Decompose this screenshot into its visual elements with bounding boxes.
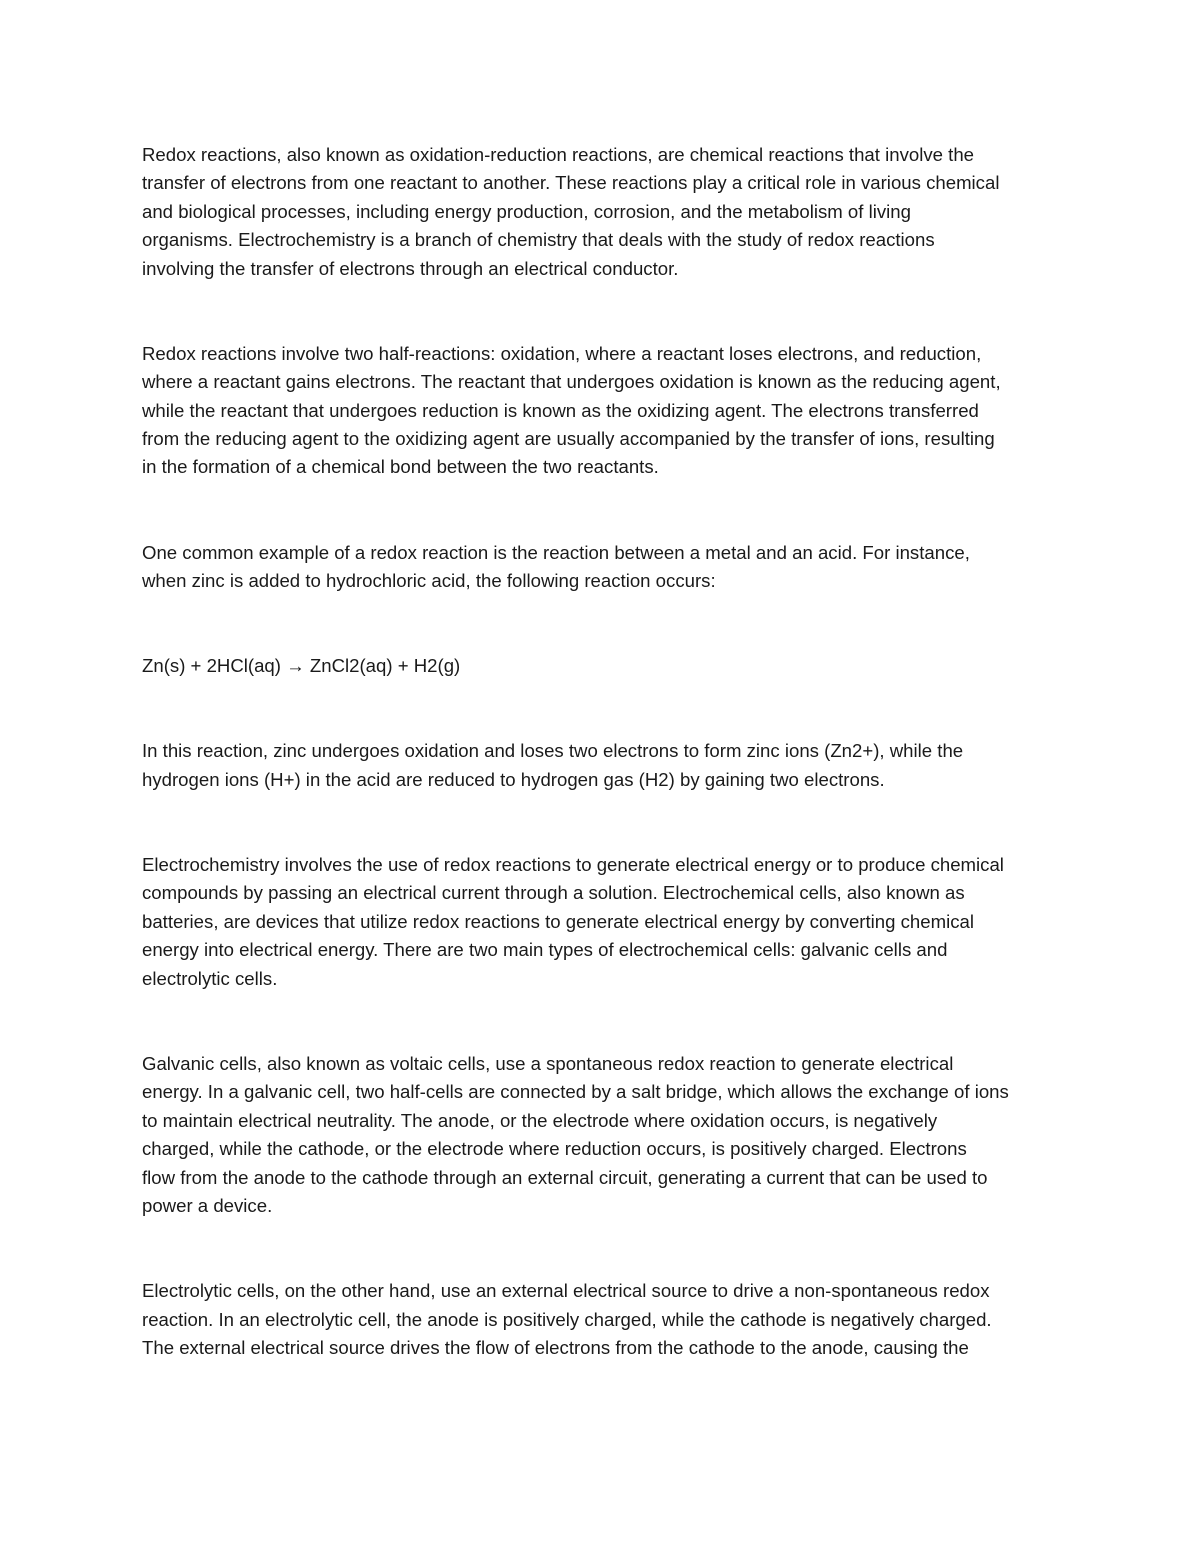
paragraph-electrochemistry: Electrochemistry involves the use of redox reactions to generate electrical energy or to produce chemical compounds by passing an electrical current through a solution. Electrochemical cells, also known as batteries, are devices that utilize redox reactions to generate electrical energy by converting chemical energy into electrical energy. There are two main types of electrochemical cells: galvanic cells and electrolytic cells. bbox=[142, 854, 1004, 989]
chemical-equation: Zn(s) + 2HCl(aq) → ZnCl2(aq) + H2(g) bbox=[142, 655, 461, 677]
paragraph-galvanic-cells: Galvanic cells, also known as voltaic cells, use a spontaneous redox reaction to generate electrical energy. In a galvanic cell, two half-cells are connected by a salt bridge, which allows the exchange of ions to maintain electrical neutrality. The anode, or the electrode where oxidation occurs, is negatively charged, while the cathode, or the electrode where reduction occurs, is positively charged. Electrons flow from the anode to the cathode through an external circuit, generating a current that can be used to power a device. bbox=[142, 1052, 1009, 1216]
paragraph-zinc-example: One common example of a redox reaction is the reaction between a metal and an acid. For instance, when zinc is added to hydrochloric acid, the following reaction occurs: bbox=[142, 541, 970, 592]
paragraph-half-reactions: Redox reactions involve two half-reactions: oxidation, where a reactant loses electrons, and reduction, where a reactant gains electrons. The reactant that undergoes oxidation is known as the reducing agent, while the reactant that undergoes reduction is known as the oxidizing agent. The electrons transferred from the reducing agent to the oxidizing agent are usually accompanied by the transfer of ions, resulting in the formation of a chemical bond between the two reactants. bbox=[142, 342, 1001, 478]
document-body bbox=[142, 141, 1072, 1419]
paragraph-redox-intro: Redox reactions, also known as oxidation-reduction reactions, are chemical reactions that involve the transfer of electrons from one reactant to another. These reactions play a critical role in various chemical and biological processes, including energy production, corrosion, and the metabolism of living organisms. Electrochemistry is a branch of chemistry that deals with the study of redox reactions involving the transfer of electrons through an electrical conductor. bbox=[142, 144, 1000, 279]
paragraph-zinc-explanation: In this reaction, zinc undergoes oxidation and loses two electrons to form zinc ions (Zn2+), while the hydrogen ions (H+) in the acid are reduced to hydrogen gas (H2) by gaining two electrons. bbox=[142, 740, 964, 790]
paragraph-electrolytic-cells: Electrolytic cells, on the other hand, use an external electrical source to drive a non-spontaneous redox reaction. In an electrolytic cell, the anode is positively charged, while the cathode is negatively charged. The external electrical source drives the flow of electrons from the cathode to the anode, causing the bbox=[142, 1280, 992, 1358]
